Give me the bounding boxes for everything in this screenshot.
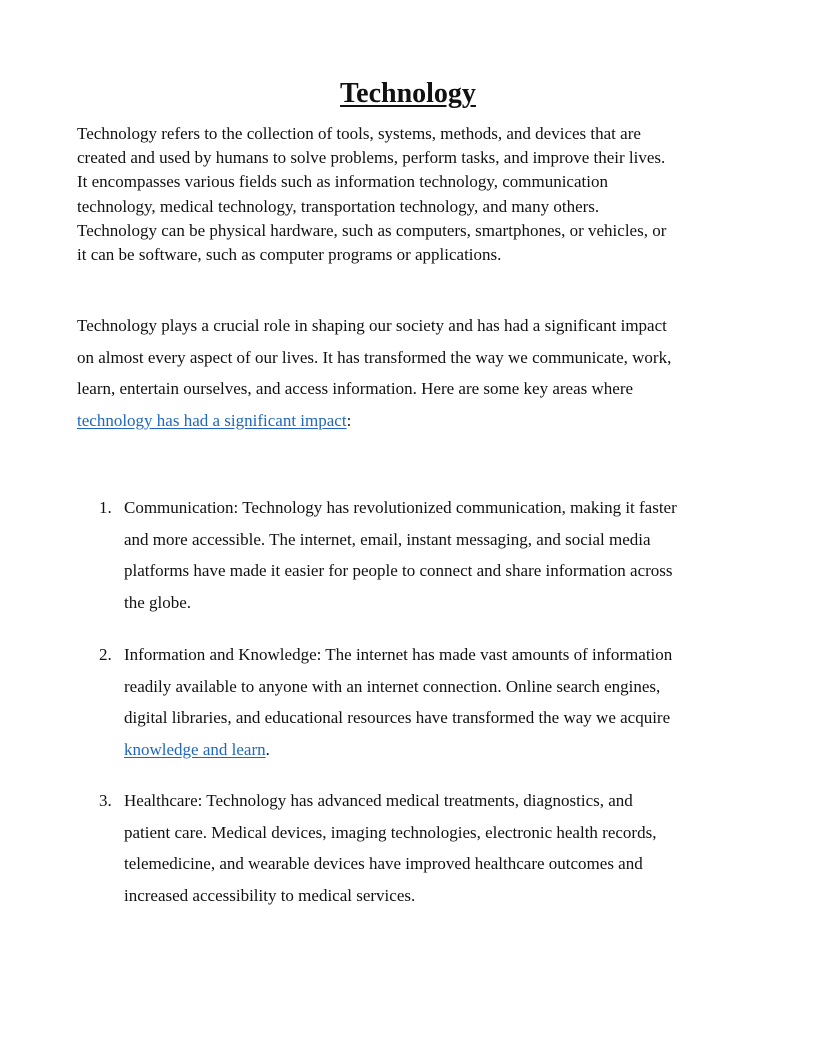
text-line: it can be software, such as computer programs or applications. xyxy=(77,245,502,265)
text-line: digital libraries, and educational resources have transformed the way we acquire xyxy=(124,708,671,727)
text-line: Information and Knowledge: The internet has made vast amounts of information xyxy=(124,645,673,664)
link-suffix: . xyxy=(265,739,270,759)
text-line: Technology plays a crucial role in shaping our society and has had a significant impact xyxy=(77,316,667,335)
text-line xyxy=(77,405,671,437)
list-number: 3. xyxy=(99,791,112,810)
text-line: created and used by humans to solve problems, perform tasks, and improve their lives. xyxy=(77,148,666,168)
text-line: Technology can be physical hardware, such as computers, smartphones, or vehicles, or xyxy=(77,220,667,240)
impact-link[interactable]: technology has had a significant impact xyxy=(77,410,347,430)
text-line: on almost every aspect of our lives. It has transformed the way we communicate, work, xyxy=(77,347,672,367)
text-line: patient care. Medical devices, imaging technologies, electronic health records, xyxy=(124,822,657,842)
text-line: Communication: Technology has revolutionized communication, making it faster xyxy=(124,498,677,517)
text-line xyxy=(124,734,672,766)
text-line: Healthcare: Technology has advanced medical treatments, diagnostics, and xyxy=(124,791,633,810)
text-line: readily available to anyone with an internet connection. Online search engines, xyxy=(124,676,661,696)
text-line: technology, medical technology, transportation technology, and many others. xyxy=(77,196,600,216)
page-title: Technology xyxy=(340,78,476,109)
text-line: telemedicine, and wearable devices have improved healthcare outcomes and xyxy=(124,854,643,873)
knowledge-link[interactable]: knowledge and learn xyxy=(124,739,266,759)
text-line: and more accessible. The internet, email, instant messaging, and social media xyxy=(124,529,651,549)
text-line: learn, entertain ourselves, and access information. Here are some key areas where xyxy=(77,379,634,398)
text-line: increased accessibility to medical services. xyxy=(124,885,416,905)
link-suffix: : xyxy=(346,410,352,430)
text-line: the globe. xyxy=(124,592,192,612)
impact-paragraph xyxy=(77,310,671,436)
intro-paragraph xyxy=(77,122,666,267)
list-number: 2. xyxy=(99,645,112,664)
text-line: It encompasses various fields such as information technology, communication xyxy=(77,172,608,192)
text-line: platforms have made it easier for people to connect and share information across xyxy=(124,561,673,580)
list-number: 1. xyxy=(99,498,112,517)
text-line: Technology refers to the collection of tools, systems, methods, and devices that are xyxy=(77,124,641,143)
